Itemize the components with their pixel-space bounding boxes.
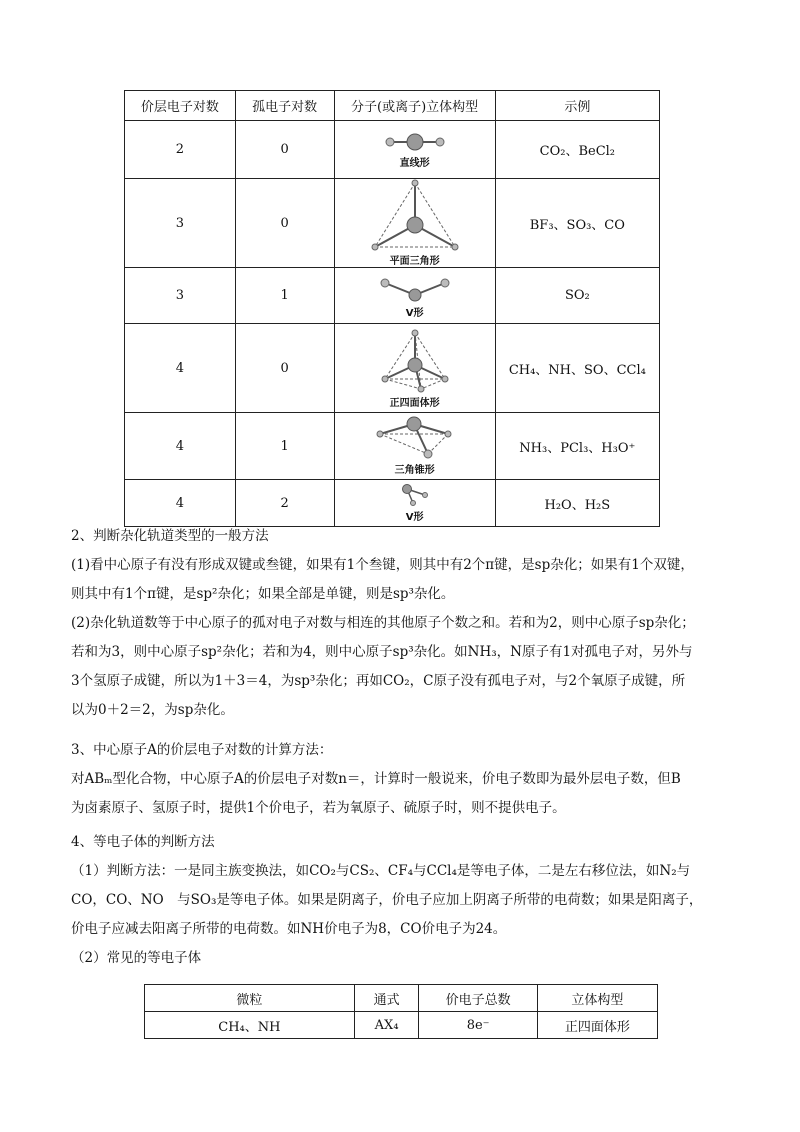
header-formula: 通式 xyxy=(354,985,419,1012)
table-row xyxy=(125,268,660,324)
cell-electrons: 8e⁻ xyxy=(419,1012,537,1039)
table-row xyxy=(125,179,660,268)
cell-particle: CH₄、NH xyxy=(145,1012,355,1039)
header-particle: 微粒 xyxy=(145,985,355,1012)
cell-geometry xyxy=(334,413,495,480)
section-2 xyxy=(71,522,735,725)
header-lone-pairs: 孤电子对数 xyxy=(235,91,334,121)
cell-shape: 正四面体形 xyxy=(537,1012,657,1039)
paragraph-line: (2)杂化轨道数等于中心原子的孤对电子对数与相连的其他原子个数之和。若和为2，则中心原子sp杂化； xyxy=(71,615,695,631)
cell-valence-pairs: 2 xyxy=(125,121,236,179)
shape-label: 正四面体形 xyxy=(389,398,440,409)
trigonal-planar-molecule-icon xyxy=(365,179,465,251)
section-heading: 2、判断杂化轨道类型的一般方法 xyxy=(71,528,269,544)
paragraph-line: 对ABₘ型化合物，中心原子A的价层电子对数n＝，计算时一般说来，价电子数即为最外层电子数，但B xyxy=(71,771,681,787)
header-electrons: 价电子总数 xyxy=(419,985,537,1012)
table-header-row xyxy=(125,91,660,121)
cell-lone-pairs: 0 xyxy=(235,179,334,268)
shape-label: 平面三角形 xyxy=(389,256,440,267)
header-example: 示例 xyxy=(495,91,659,121)
table-row xyxy=(145,1012,658,1039)
section-4 xyxy=(71,828,735,973)
cell-valence-pairs: 4 xyxy=(125,480,236,527)
paragraph-line: 为卤素原子、氢原子时，提供1个价电子，若为氧原子、硫原子时，则不提供电子。 xyxy=(71,800,566,816)
cell-lone-pairs: 1 xyxy=(235,413,334,480)
header-geometry: 分子(或离子)立体构型 xyxy=(334,91,495,121)
cell-geometry xyxy=(334,480,495,527)
paragraph-line: （1）判断方法：一是同主族变换法，如CO₂与CS₂、CF₄与CCl₄是等电子体，二是左右移位法，如N₂与 xyxy=(71,863,691,879)
paragraph-line: 则其中有1个π键，是sp²杂化；如果全部是单键，则是sp³杂化。 xyxy=(71,586,455,602)
cell-example: BF₃、SO₃、CO xyxy=(495,179,659,268)
shape-label: V形 xyxy=(405,512,424,523)
table-row xyxy=(125,413,660,480)
shape-label: 三角锥形 xyxy=(394,465,435,476)
cell-geometry xyxy=(334,179,495,268)
cell-example: CO₂、BeCl₂ xyxy=(495,121,659,179)
paragraph-line: 价电子应减去阳离子所带的电荷数。如NH价电子为8，CO价电子为24。 xyxy=(71,921,507,937)
table-header-row xyxy=(145,985,658,1012)
bent-molecule-icon xyxy=(375,273,455,303)
cell-example: H₂O、H₂S xyxy=(495,480,659,527)
paragraph-line: CO，CO、NO 与SO₃是等电子体。如果是阴离子，价电子应加上阴离子所带的电荷数；如果是阳离子， xyxy=(71,892,703,908)
header-shape: 立体构型 xyxy=(537,985,657,1012)
isoelectronic-table xyxy=(144,984,658,1039)
cell-valence-pairs: 3 xyxy=(125,268,236,324)
cell-valence-pairs: 4 xyxy=(125,413,236,480)
cell-formula: AX₄ xyxy=(354,1012,419,1039)
cell-lone-pairs: 0 xyxy=(235,324,334,413)
cell-lone-pairs: 1 xyxy=(235,268,334,324)
cell-lone-pairs: 0 xyxy=(235,121,334,179)
vsepr-table xyxy=(124,90,660,527)
cell-example: SO₂ xyxy=(495,268,659,324)
cell-valence-pairs: 4 xyxy=(125,324,236,413)
cell-geometry xyxy=(334,121,495,179)
sub-heading: （2）常见的等电子体 xyxy=(71,950,202,966)
table-row xyxy=(125,324,660,413)
trigonal-pyramidal-molecule-icon xyxy=(372,416,458,460)
paragraph-line: 3个氢原子成键，所以为1＋3＝4，为sp³杂化；再如CO₂，C原子没有孤电子对，与2个氧原子成键，所 xyxy=(71,673,686,689)
cell-geometry xyxy=(334,268,495,324)
table-row xyxy=(125,480,660,527)
paragraph-line: 若和为3，则中心原子sp²杂化；若和为4，则中心原子sp³杂化。如NH₃，N原子有1对孤电子对，另外与 xyxy=(71,644,693,660)
cell-valence-pairs: 3 xyxy=(125,179,236,268)
shape-label: 直线形 xyxy=(399,157,430,169)
bent-small-molecule-icon xyxy=(395,483,435,507)
table-row xyxy=(125,121,660,179)
cell-example: CH₄、NH、SO、CCl₄ xyxy=(495,324,659,413)
section-3 xyxy=(71,736,735,823)
header-valence-pairs: 价层电子对数 xyxy=(125,91,236,121)
paragraph-line: 以为0＋2＝2，为sp杂化。 xyxy=(71,702,234,718)
cell-example: NH₃、PCl₃、H₃O⁺ xyxy=(495,413,659,480)
cell-lone-pairs: 2 xyxy=(235,480,334,527)
paragraph-line: (1)看中心原子有没有形成双键或叁键，如果有1个叁键，则其中有2个π键，是sp杂化；如果有1个双键， xyxy=(71,557,694,573)
linear-molecule-icon xyxy=(380,131,450,153)
shape-label: V形 xyxy=(405,307,424,319)
cell-geometry xyxy=(334,324,495,413)
tetrahedral-molecule-icon xyxy=(375,327,455,393)
section-heading: 4、等电子体的判断方法 xyxy=(71,834,215,850)
section-heading: 3、中心原子A的价层电子对数的计算方法： xyxy=(71,742,333,758)
